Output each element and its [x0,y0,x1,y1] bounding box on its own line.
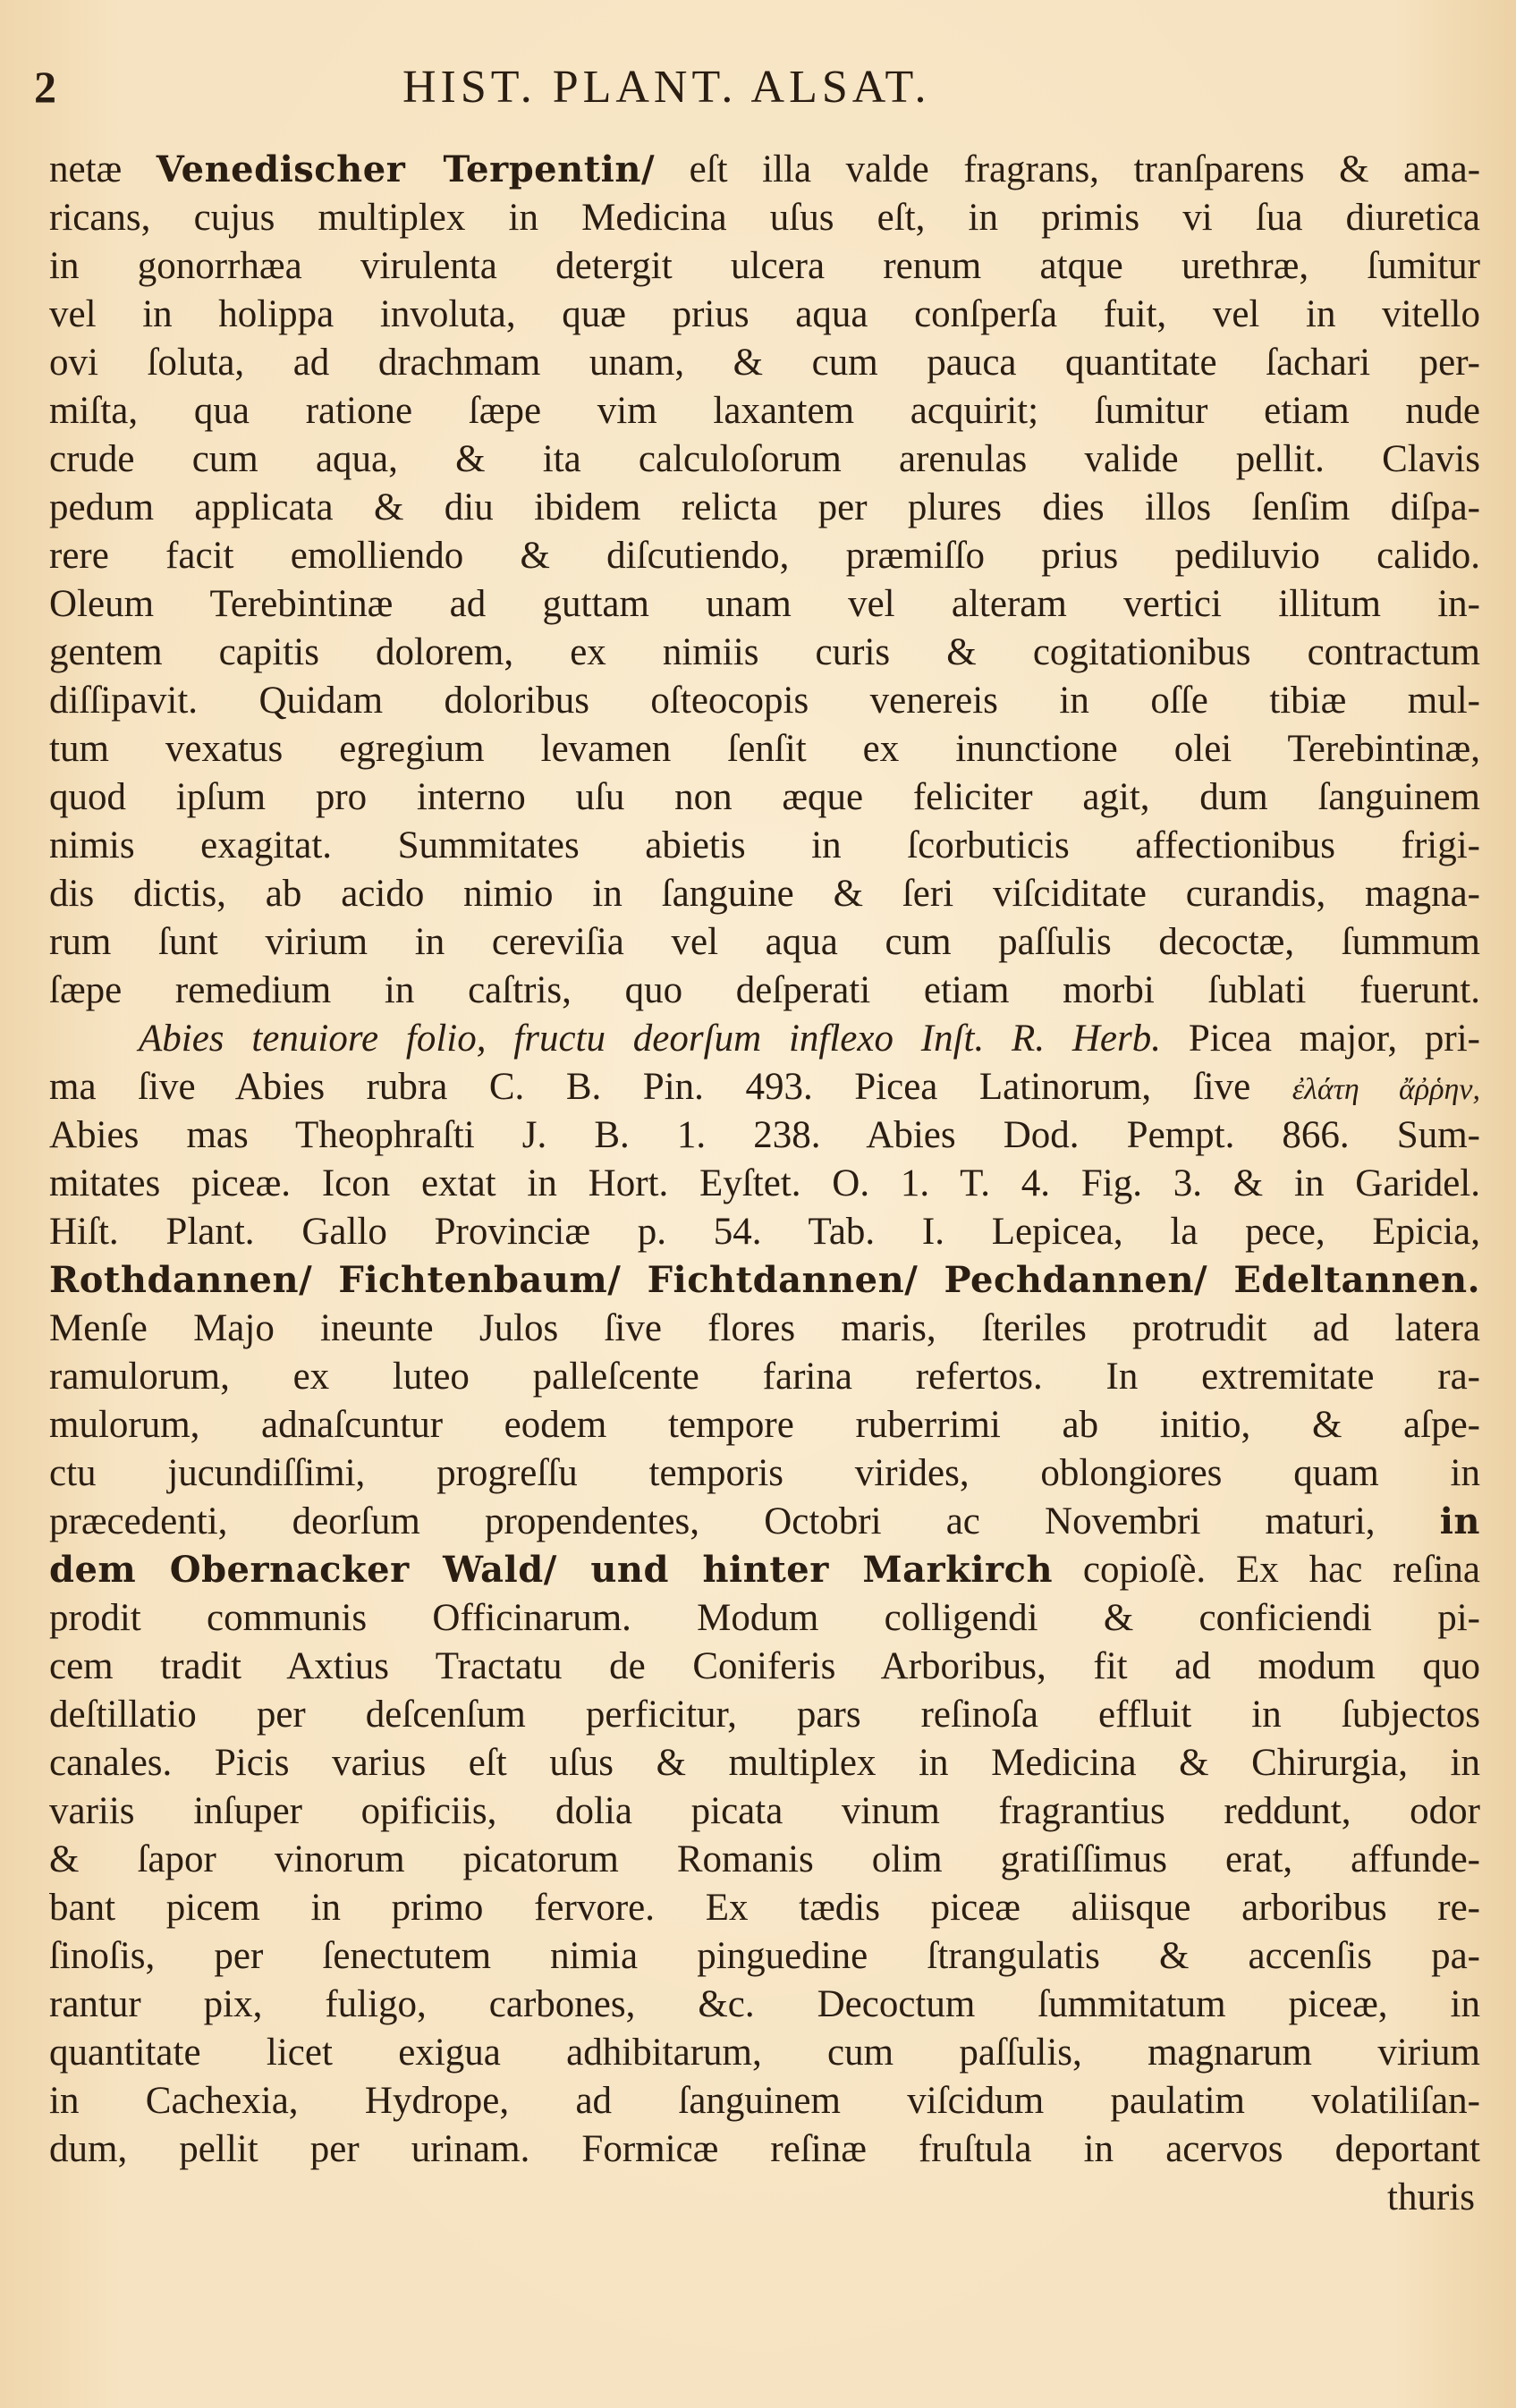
text-span: ſinoſis, per ſenectutem nimia pinguedine ſtrangulatis & accenſis pa- [49,1935,1480,1977]
text-line [49,1449,1480,1498]
text-span: diſſipavit. Quidam doloribus oſteocopis venereis in oſſe tibiæ mul- [49,680,1480,722]
text-span: vel in holippa involuta, quæ prius aqua conſperſa fuit, vel in vitello [49,293,1480,335]
text-span: mitates piceæ. Icon extat in Hort. Eyſtet. O. 1. T. 4. Fig. 3. & in Garidel. [49,1162,1480,1204]
text-line [49,1691,1480,1739]
text-line [49,1836,1480,1884]
italic-text: Abies tenuiore folio, fructu deorſum inflexo Inſt. R. Herb. [139,1018,1162,1060]
text-line [49,967,1480,1015]
text-span: Abies mas Theophraſti J. B. 1. 238. Abies Dod. Pempt. 866. Sum- [49,1114,1480,1156]
text-span: Menſe Majo ineunte Julos ſive flores maris, ſteriles protrudit ad latera [49,1307,1480,1349]
text-line [49,1498,1480,1546]
text-line [49,435,1480,484]
text-span: ricans, cujus multiplex in Medicina uſus eſt, in primis vi ſua diuretica [49,197,1480,239]
text-line [49,1594,1480,1643]
blackletter-text: dem Obernacker Wald/ und hinter Markirch [49,1549,1054,1591]
text-span: prodit communis Officinarum. Modum colligendi & conficiendi pi- [49,1597,1480,1639]
text-line [49,1546,1480,1594]
text-span: dis dictis, ab acido nimio in ſanguine & ſeri viſciditate curandis, magna- [49,873,1480,915]
text-line [49,1111,1480,1160]
text-line [49,725,1480,773]
text-line [49,580,1480,629]
text-line [49,2125,1480,2174]
text-line [49,1208,1480,1256]
text-span: Oleum Terebintinæ ad guttam unam vel alteram vertici illitum in- [49,583,1480,625]
blackletter-text: in [1439,1500,1480,1542]
text-line [49,242,1480,291]
greek-text: ἐλάτη ἄῤῥην, [1292,1073,1480,1106]
text-span: thuris [1387,2176,1475,2218]
text-span: deſtillatio per deſcenſum perficitur, pars reſinoſa effluit in ſubjectos [49,1694,1480,1736]
text-line [49,1932,1480,1981]
text-span: dum, pellit per urinam. Formicæ reſinæ fruſtula in acervos deportant [49,2128,1480,2170]
text-span: eſt illa valde fragrans, tranſparens & ama- [655,148,1480,190]
text-span: netæ [49,148,157,190]
text-span: rere facit emolliendo & diſcutiendo, præmiſſo prius pediluvio calido. [49,535,1480,577]
text-span: Picea major, pri- [1161,1018,1480,1060]
text-span: ctu jucundiſſimi, progreſſu temporis virides, oblongiores quam in [49,1452,1480,1494]
text-span: ma ſive Abies rubra C. B. Pin. 493. Picea Latinorum, ſive [49,1066,1292,1108]
text-span: rum ſunt virium in cereviſia vel aqua cum paſſulis decoctæ, ſummum [49,921,1480,963]
text-span: miſta, qua ratione ſæpe vim laxantem acquirit; ſumitur etiam nude [49,390,1480,432]
text-span: nimis exagitat. Summitates abietis in ſcorbuticis affectionibus frigi- [49,824,1480,866]
text-line [49,822,1480,870]
text-line [49,146,1480,194]
text-line [49,1981,1480,2029]
text-span: & ſapor vinorum picatorum Romanis olim gratiſſimus erat, affunde- [49,1838,1480,1880]
blackletter-text: Venedischer Terpentin/ [156,148,656,190]
text-line [49,1160,1480,1208]
text-span: ovi ſoluta, ad drachmam unam, & cum pauca quantitate ſachari per- [49,342,1480,384]
text-span: cem tradit Axtius Tractatu de Coniferis Arboribus, fit ad modum quo [49,1645,1480,1687]
text-line [49,1884,1480,1932]
text-line [49,1353,1480,1401]
text-span: quantitate licet exigua adhibitarum, cum paſſulis, magnarum virium [49,2032,1480,2074]
text-span: ramulorum, ex luteo palleſcente farina refertos. In extremitate ra- [49,1356,1480,1398]
text-span: bant picem in primo fervore. Ex tædis piceæ aliisque arboribus re- [49,1887,1480,1929]
text-span: in gonorrhæa virulenta detergit ulcera renum atque urethræ, ſumitur [49,245,1480,287]
text-line [49,1401,1480,1449]
text-line [49,2029,1480,2077]
text-line [49,1015,1480,1063]
text-span: rantur pix, fuligo, carbones, &c. Decoctum ſummitatum piceæ, in [49,1983,1480,2025]
running-head: HIST. PLANT. ALSAT. [402,62,931,113]
text-line [49,629,1480,677]
text-line [49,918,1480,967]
text-line [49,1643,1480,1691]
catchword [49,2174,1480,2222]
text-line [49,1063,1480,1111]
text-line [49,1256,1480,1305]
text-span: ſæpe remedium in caſtris, quo deſperati etiam morbi ſublati fuerunt. [49,969,1480,1011]
text-line [49,2077,1480,2125]
text-line [49,339,1480,387]
text-line [49,773,1480,822]
text-line [49,1787,1480,1836]
text-span: in Cachexia, Hydrope, ad ſanguinem viſcidum paulatim volatiliſan- [49,2080,1480,2122]
text-span: pedum applicata & diu ibidem relicta per plures dies illos ſenſim diſpa- [49,486,1480,528]
text-line [49,387,1480,435]
text-span: copioſè. Ex hac reſina [1053,1549,1480,1591]
text-line [49,484,1480,532]
page-header [0,54,1516,125]
text-span: præcedenti, deorſum propendentes, Octobri ac Novembri maturi, [49,1500,1440,1542]
text-span: crude cum aqua, & ita calculoſorum arenulas valide pellit. Clavis [49,438,1480,480]
text-line [49,677,1480,725]
blackletter-text: Rothdannen/ Fichtenbaum/ Fichtdannen/ Pechdannen/ Edeltannen. [49,1259,1480,1301]
text-line [49,870,1480,918]
text-line [49,532,1480,580]
text-line [49,1305,1480,1353]
text-span: quod ipſum pro interno uſu non æque feliciter agit, dum ſanguinem [49,776,1480,818]
body-text [49,146,1480,2222]
page-number: 2 [34,62,56,112]
text-line [49,194,1480,242]
text-line [49,291,1480,339]
text-span: canales. Picis varius eſt uſus & multiplex in Medicina & Chirurgia, in [49,1742,1480,1784]
text-span: gentem capitis dolorem, ex nimiis curis & cogitationibus contractum [49,631,1480,673]
text-span: tum vexatus egregium levamen ſenſit ex inunctione olei Terebintinæ, [49,728,1480,770]
text-span: variis inſuper opificiis, dolia picata vinum fragrantius reddunt, odor [49,1790,1480,1832]
text-span: Hiſt. Plant. Gallo Provinciæ p. 54. Tab. I. Lepicea, la pece, Epicia, [49,1211,1480,1253]
text-line [49,1739,1480,1787]
text-span: mulorum, adnaſcuntur eodem tempore ruberrimi ab initio, & aſpe- [49,1404,1480,1446]
